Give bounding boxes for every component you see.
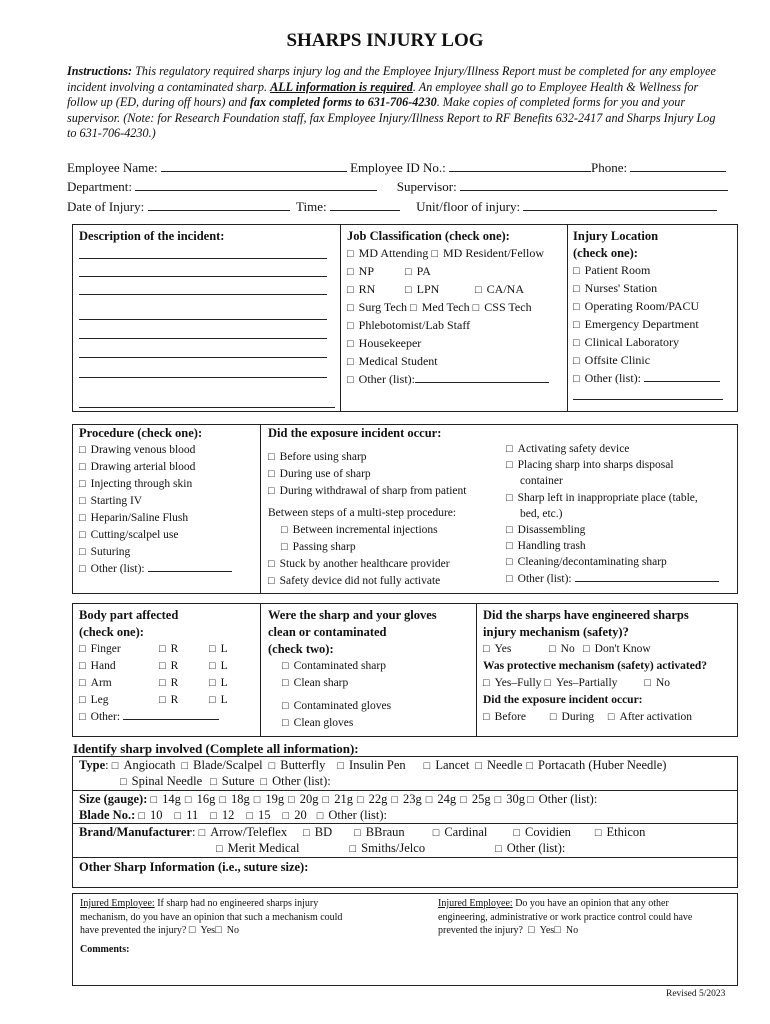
activated-fully[interactable]: □ Yes–Fully — [483, 677, 541, 689]
description-line[interactable] — [79, 357, 327, 358]
size-24g[interactable]: □ 24g — [426, 792, 456, 806]
engineered-no[interactable]: □ No — [549, 641, 583, 658]
size-row: Size (gauge): □ 14g□ 16g□ 18g□ 19g□ 20g□ 21g□ 22g□ 23g□ 24g□ 25g□ 30g□ Other (list): — [79, 792, 605, 807]
size-22g[interactable]: □ 22g — [357, 792, 387, 806]
body-arm[interactable]: □ Arm — [79, 675, 159, 692]
job-np[interactable]: □ NP — [347, 263, 405, 281]
opinion-left-yes[interactable]: □ Yes — [189, 925, 215, 936]
body-finger[interactable]: □ Finger — [79, 641, 159, 658]
job-other-field[interactable] — [415, 382, 549, 383]
job-pa[interactable]: □ PA — [405, 264, 431, 278]
occur-after[interactable]: □ After activation — [608, 711, 692, 723]
clean-sharp[interactable]: □ Clean sharp — [282, 677, 348, 689]
engineered-dont-know[interactable]: □ Don't Know — [583, 643, 651, 655]
time-field[interactable] — [330, 210, 400, 211]
job-md-resident[interactable]: □ MD Resident/Fellow — [431, 246, 544, 260]
brand-cardinal[interactable]: □ Cardinal — [433, 825, 488, 839]
procedure-injecting-through-skin[interactable]: □ Injecting through skin — [79, 478, 192, 490]
brand-other-list[interactable]: □ Other (list): — [495, 841, 565, 855]
location-operating-room-pacu[interactable]: □ Operating Room/PACU — [573, 299, 699, 313]
description-line[interactable] — [79, 319, 327, 320]
body-arm-left[interactable]: □ L — [209, 677, 228, 689]
job-phlebotomist[interactable]: □ Phlebotomist/Lab Staff — [347, 318, 470, 332]
type-needle[interactable]: □ Needle — [475, 758, 522, 772]
job-housekeeper[interactable]: □ Housekeeper — [347, 336, 421, 350]
procedure-drawing-arterial-blood[interactable]: □ Drawing arterial blood — [79, 461, 195, 473]
activated-no[interactable]: □ No — [644, 677, 670, 689]
brand-row-2 — [216, 841, 573, 856]
phone-field[interactable] — [630, 171, 726, 172]
description-section: Description of the incident: — [79, 229, 225, 243]
brand-ethicon[interactable]: □ Ethicon — [595, 825, 646, 839]
gloves-section: Were the sharp and your gloves clean or contaminated (check two): □ Contaminated sharp □ Clean sharp □ Contaminated gloves □ Clean gloves — [268, 607, 474, 732]
description-line[interactable] — [79, 338, 327, 339]
location-other-field-2[interactable] — [573, 399, 723, 400]
job-lpn[interactable]: □ LPN — [405, 281, 475, 299]
job-css-tech[interactable]: □ CSS Tech — [473, 300, 532, 314]
job-medical-student[interactable]: □ Medical Student — [347, 354, 438, 368]
job-surg-tech[interactable]: □ Surg Tech — [347, 300, 407, 314]
exposure-section: Did the exposure incident occur: □ Before using sharp □ During use of sharp □ During withdrawal of sharp from patient Between steps of a multi-step procedure: □ Between incremental injections □ Passing sharp □ Stuck by another healthcare provider □ Safety device did not fully activate — [268, 425, 498, 590]
size-23g[interactable]: □ 23g — [391, 792, 421, 806]
employee-row-2: Department: Supervisor: — [67, 179, 728, 195]
description-line[interactable] — [79, 258, 327, 259]
exposure-right: □ Activating safety device □ Placing sharp into sharps disposal container □ Sharp left in inappropriate place (table, bed, etc.) □ Disassembling □ Handling trash □ Cleaning/decontaminating sharp □ Other (list): — [506, 441, 734, 587]
description-line[interactable] — [79, 377, 327, 378]
type-other-list[interactable]: □ Other (list): — [260, 774, 330, 788]
job-rn[interactable]: □ RN — [347, 281, 405, 299]
employee-row-1: Employee Name: Employee ID No.: Phone: — [67, 160, 726, 176]
opinion-right-no[interactable]: □ No — [554, 925, 578, 936]
employee-row-3: Date of Injury: Time: Unit/floor of injury: — [67, 199, 717, 215]
blade-other-list[interactable]: □ Other (list): — [317, 808, 387, 822]
blade-12[interactable]: □ 12 — [210, 808, 234, 822]
procedure-section: Procedure (check one): □ Drawing venous blood □ Drawing arterial blood □ Injecting through skin □ Starting IV □ Heparin/Saline Flush □ Cutting/scalpel use □ Suturing □ Other (list): — [79, 425, 257, 578]
type-row-1: Type: □ Angiocath□ Blade/Scalpel□ Butterfly□ Insulin Pen□ Lancet□ Needle□ Portacath (Huber Needle) — [79, 758, 674, 773]
body-leg-left[interactable]: □ L — [209, 694, 228, 706]
occur-during[interactable]: □ During — [550, 709, 608, 726]
type-spinal-needle[interactable]: □ Spinal Needle — [120, 774, 202, 788]
size-25g[interactable]: □ 25g — [460, 792, 490, 806]
exp-cleaning[interactable]: □ Cleaning/decontaminating sharp — [506, 556, 667, 568]
exp-during-withdrawal-of-sharp-from-patient[interactable]: □ During withdrawal of sharp from patient — [268, 485, 466, 497]
size-21g[interactable]: □ 21g — [323, 792, 353, 806]
occur-before[interactable]: □ Before — [483, 709, 547, 726]
location-other-list[interactable]: □ Other (list): — [573, 371, 641, 385]
exp-handling-trash[interactable]: □ Handling trash — [506, 540, 586, 552]
exp-activating[interactable]: □ Activating safety device — [506, 443, 629, 455]
other-sharp-info: Other Sharp Information (i.e., suture size): — [79, 860, 309, 874]
body-leg-right[interactable]: □ R — [159, 692, 209, 709]
exp-sharp-left[interactable]: □ Sharp left in inappropriate place (table, — [506, 492, 698, 504]
opinion-left: Injured Employee: If sharp had no engineered sharps injury mechanism, do you have an opinion that such a mechanism could have prevented the injury? □ Yes□ No — [80, 897, 360, 938]
location-emergency-department[interactable]: □ Emergency Department — [573, 317, 699, 331]
form-title: SHARPS INJURY LOG — [286, 30, 484, 51]
brand-smiths-jelco[interactable]: □ Smiths/Jelco — [350, 841, 426, 855]
job-classification-section: Job Classification (check one): □ MD Attending □ MD Resident/Fellow □ NP□ PA □ RN□ LPN□ CA/NA □ Surg Tech □ Med Tech □ CSS Tech □ Phlebotomist/Lab Staff □ Housekeeper □ Medical Student □ Other (list): — [347, 228, 565, 389]
opinion-right: Injured Employee: Do you have an opinion that any other engineering, administrative or work practice control could have prevented the injury? □ Yes□ No — [438, 897, 718, 938]
body-finger-left[interactable]: □ L — [209, 643, 228, 655]
type-suture[interactable]: □ Suture — [210, 774, 254, 788]
size-18g[interactable]: □ 18g — [219, 792, 249, 806]
size-20g[interactable]: □ 20g — [288, 792, 318, 806]
opinion-left-no[interactable]: □ No — [215, 925, 239, 936]
job-other[interactable]: □ Other (list): — [347, 372, 415, 386]
employee-id-field[interactable] — [449, 171, 591, 172]
brand-arrow-teleflex[interactable]: □ Arrow/Teleflex — [199, 825, 288, 839]
exp-other[interactable]: □ Other (list): — [506, 573, 572, 585]
description-line[interactable] — [79, 294, 327, 295]
size-16g[interactable]: □ 16g — [185, 792, 215, 806]
brand-bd[interactable]: □ BD — [303, 825, 332, 839]
body-finger-right[interactable]: □ R — [159, 641, 209, 658]
location-nurses-station[interactable]: □ Nurses' Station — [573, 281, 657, 295]
procedure-heparin-saline-flush[interactable]: □ Heparin/Saline Flush — [79, 512, 188, 524]
supervisor-field[interactable] — [460, 190, 728, 191]
size-other-list[interactable]: □ Other (list): — [527, 792, 597, 806]
type-insulin-pen[interactable]: □ Insulin Pen — [337, 758, 405, 772]
opinion-right-yes[interactable]: □ Yes — [528, 925, 554, 936]
blade-20[interactable]: □ 20 — [283, 808, 307, 822]
description-line[interactable] — [79, 276, 327, 277]
department-field[interactable] — [135, 190, 377, 191]
date-field[interactable] — [148, 210, 290, 211]
employee-name-field[interactable] — [161, 171, 347, 172]
procedure-drawing-venous-blood[interactable]: □ Drawing venous blood — [79, 444, 195, 456]
exp-placing-disposal[interactable]: □ Placing sharp into sharps disposal — [506, 459, 674, 471]
brand-merit-medical[interactable]: □ Merit Medical — [216, 841, 300, 855]
blade-11[interactable]: □ 11 — [175, 808, 199, 822]
exp-passing-sharp[interactable]: □ Passing sharp — [281, 541, 356, 553]
location-offsite-clinic[interactable]: □ Offsite Clinic — [573, 353, 650, 367]
location-other-field[interactable] — [644, 381, 720, 382]
activated-partially[interactable]: □ Yes–Partially — [544, 675, 644, 692]
blade-row: Blade No.: □ 10□ 11□ 12□ 15□ 20□ Other (list): — [79, 808, 395, 823]
brand-covidien[interactable]: □ Covidien — [513, 825, 571, 839]
type-portacath-huber-needle[interactable]: □ Portacath (Huber Needle) — [526, 758, 666, 772]
exp-disassembling[interactable]: □ Disassembling — [506, 524, 585, 536]
procedure-other-field[interactable] — [148, 571, 232, 572]
job-md-attending[interactable]: □ MD Attending — [347, 246, 428, 260]
type-lancet[interactable]: □ Lancet — [424, 758, 470, 772]
exp-between-incremental-injections[interactable]: □ Between incremental injections — [281, 524, 438, 536]
procedure-cutting-scalpel-use[interactable]: □ Cutting/scalpel use — [79, 529, 179, 541]
type-angiocath[interactable]: □ Angiocath — [112, 758, 176, 772]
body-hand[interactable]: □ Hand — [79, 658, 159, 675]
body-hand-left[interactable]: □ L — [209, 660, 228, 672]
job-cana[interactable]: □ CA/NA — [475, 282, 524, 296]
instructions: Instructions: This regulatory required sharps injury log and the Employee Injury/Illness Report must be completed for any employee incident involving a contaminated sharp. ALL information is required. An employee shall go to Employee Health & Wellness for follow up (ED, during off hours) and fax completed forms to 631-706-4230. Make copies of completed forms for you and your supervisor. (Note: for Research Foundation staff, fax Employee Injury/Illness Report to RF Benefits 632-2417 and Sharps Injury Log to 631-706-4230.) — [67, 64, 716, 141]
blade-10[interactable]: □ 10 — [138, 808, 162, 822]
revised-date: Revised 5/2023 — [666, 989, 726, 999]
type-row-2 — [120, 774, 339, 789]
brand-bbraun[interactable]: □ BBraun — [354, 825, 405, 839]
identify-header: Identify sharp involved (Complete all information): — [73, 741, 359, 756]
location-patient-room[interactable]: □ Patient Room — [573, 263, 650, 277]
job-med-tech[interactable]: □ Med Tech — [410, 300, 470, 314]
injury-location-section: Injury Location (check one): □ Patient Room □ Nurses' Station □ Operating Room/PACU □ Emergency Department □ Clinical Laboratory □ Offsite Clinic □ Other (list): — [573, 228, 733, 405]
body-arm-right[interactable]: □ R — [159, 675, 209, 692]
size-14g[interactable]: □ 14g — [151, 792, 181, 806]
instructions-label: Instructions: — [67, 64, 133, 78]
clean-gloves[interactable]: □ Clean gloves — [282, 717, 353, 729]
body-hand-right[interactable]: □ R — [159, 658, 209, 675]
procedure-suturing[interactable]: □ Suturing — [79, 546, 130, 558]
size-19g[interactable]: □ 19g — [254, 792, 284, 806]
description-line[interactable] — [79, 407, 335, 408]
procedure-other-list[interactable]: □ Other (list): — [79, 563, 145, 575]
contaminated-gloves[interactable]: □ Contaminated gloves — [282, 700, 391, 712]
exp-before-using-sharp[interactable]: □ Before using sharp — [268, 451, 367, 463]
body-part-section: Body part affected (check one): □ Finger□ R□ L □ Hand□ R□ L □ Arm□ R□ L □ Leg□ R□ L □ Other: — [79, 607, 257, 726]
size-30g[interactable]: □ 30g — [495, 792, 525, 806]
location-clinical-laboratory[interactable]: □ Clinical Laboratory — [573, 335, 679, 349]
body-leg[interactable]: □ Leg — [79, 692, 159, 709]
engineered-section: Did the sharps have engineered sharps injury mechanism (safety)? □ Yes□ No□ Don't Know Was protective mechanism (safety) activated? □ Yes–Fully □ Yes–Partially□ No Did the exposure incident occur: □ Before □ During□ After activation — [483, 607, 735, 726]
unit-field[interactable] — [523, 210, 717, 211]
contaminated-sharp[interactable]: □ Contaminated sharp — [282, 660, 386, 672]
brand-row-1: Brand/Manufacturer: □ Arrow/Teleflex□ BD□ BBraun□ Cardinal□ Covidien□ Ethicon — [79, 825, 653, 840]
body-other[interactable]: □ Other: — [79, 711, 120, 723]
engineered-yes[interactable]: □ Yes — [483, 641, 549, 658]
type-butterfly[interactable]: □ Butterfly — [269, 758, 326, 772]
exp-safety-device-did-not-fully-activate[interactable]: □ Safety device did not fully activate — [268, 575, 440, 587]
comments-label: Comments: — [80, 944, 130, 955]
exp-during-use-of-sharp[interactable]: □ During use of sharp — [268, 468, 371, 480]
blade-15[interactable]: □ 15 — [246, 808, 270, 822]
exp-other-field[interactable] — [575, 581, 719, 582]
type-blade-scalpel[interactable]: □ Blade/Scalpel — [182, 758, 263, 772]
procedure-starting-iv[interactable]: □ Starting IV — [79, 495, 142, 507]
body-other-field[interactable] — [123, 719, 219, 720]
exp-stuck-by-another-healthcare-provider[interactable]: □ Stuck by another healthcare provider — [268, 558, 450, 570]
